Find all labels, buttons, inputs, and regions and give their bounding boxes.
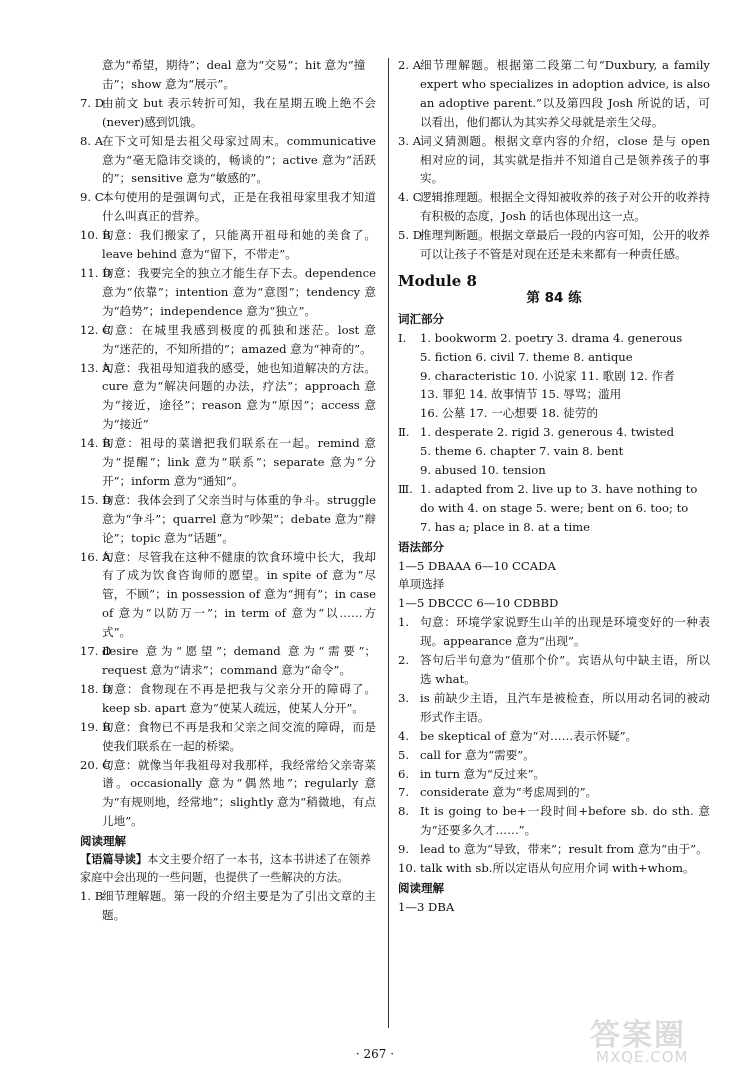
answer-text: 句意：尽管我在这种不健康的饮食环境中长大，我却有了成为饮食咨询师的愿望。in spite of 意为“尽管，不顾”；in possession of 意为“拥有”；in case of 意为“以防万一”；in term of 意为“以……方式”。 bbox=[102, 549, 376, 640]
grammar-item bbox=[398, 746, 710, 765]
section-numeral: Ⅲ. bbox=[398, 481, 413, 496]
answer-item bbox=[80, 321, 376, 359]
reading-heading: 阅读理解 bbox=[80, 834, 126, 849]
answer-number: 17. D bbox=[80, 644, 112, 659]
answer-number: 3. A bbox=[398, 133, 422, 148]
item-number: 9. bbox=[398, 842, 410, 857]
answer-text: 由前文 but 表示转折可知，我在星期五晚上绝不会(never)感到饥饿。 bbox=[102, 95, 376, 129]
vocab-row: 5. theme 6. chapter 7. vain 8. bent bbox=[420, 444, 624, 459]
answer-number: 9. C bbox=[80, 190, 104, 205]
item-text: talk with sb.所以定语从句应用介词 with+whom。 bbox=[420, 861, 695, 876]
answer-number: 7. D bbox=[80, 95, 105, 110]
vocab-row: do with 4. on stage 5. were; bent on 6. too; to bbox=[420, 500, 689, 515]
answer-item bbox=[80, 548, 376, 643]
item-number: 2. bbox=[398, 653, 410, 668]
grammar-item bbox=[398, 859, 710, 878]
vocab-row: 16. 公墓 17. 一心想要 18. 徒劳的 bbox=[420, 406, 599, 421]
answer-number: 10. B bbox=[80, 228, 111, 243]
grammar-answers: 1—5 DBCCC 6—10 CDBBD bbox=[398, 596, 559, 611]
answer-item bbox=[80, 718, 376, 756]
answer-text: 本句使用的是强调句式，正是在我祖母家里我才知道什么叫真正的营养。 bbox=[102, 190, 376, 224]
answer-item bbox=[80, 887, 376, 925]
item-number: 8. bbox=[398, 804, 410, 819]
answer-text: desire 意为“愿望”；demand 意为“需要”；request 意为“请求”；command 意为“命令”。 bbox=[102, 644, 376, 677]
answer-item bbox=[80, 756, 376, 832]
grammar-item bbox=[398, 651, 710, 689]
answer-number: 1. B bbox=[80, 889, 104, 904]
item-text: be skeptical of 意为“对……表示怀疑”。 bbox=[420, 728, 638, 743]
watermark-logo-text: 答案圈 bbox=[590, 1018, 686, 1053]
item-number: 1. bbox=[398, 615, 410, 630]
grammar-item bbox=[398, 727, 710, 746]
lesson-title: 第 84 练 bbox=[526, 289, 582, 306]
answer-number: 12. C bbox=[80, 322, 111, 337]
grammar-heading: 语法部分 bbox=[398, 539, 444, 554]
reading-answers: 1—3 DBA bbox=[398, 899, 455, 914]
vocab-row bbox=[398, 329, 710, 348]
right-column bbox=[398, 56, 710, 917]
grammar-item bbox=[398, 613, 710, 651]
guide-label: 【语篇导读】 bbox=[80, 853, 148, 867]
answer-item bbox=[398, 226, 710, 264]
reading-heading: 阅读理解 bbox=[398, 880, 444, 895]
answer-number: 11. D bbox=[80, 265, 112, 280]
answer-item bbox=[398, 56, 710, 132]
answer-number: 19. B bbox=[80, 719, 111, 734]
vocab-row bbox=[398, 480, 710, 499]
answer-text: 细节理解题。第一段的介绍主要是为了引出文章的主题。 bbox=[102, 889, 376, 923]
item-text: considerate 意为“考虑周到的”。 bbox=[420, 785, 598, 800]
item-text: lead to 意为“导致，带来”；result from 意为“由于”。 bbox=[420, 842, 708, 857]
answer-text: 细节理解题。根据第二段第二句“Duxbury, a family expert who specializes in adoption advice, is also an adoptive parent.”以及第四段 Josh 所说的话，可以看出，他们都认为其实养父母就是亲生父母。 bbox=[420, 58, 710, 129]
section-numeral: Ⅰ. bbox=[398, 330, 407, 345]
continued-answer: 意为“希望，期待”；deal 意为“交易”；hit 意为“撞击”；show 意为“展示”。 bbox=[102, 58, 366, 91]
answer-item bbox=[398, 132, 710, 189]
answer-text: 句意：我们搬家了，只能离开祖母和她的美食了。leave behind 意为“留下，不带走”。 bbox=[102, 228, 376, 262]
answer-text: 句意：食物已不再是我和父亲之间交流的障碍，而是使我们联系在一起的桥梁。 bbox=[102, 719, 376, 753]
answer-text: 句意：就像当年我祖母对我那样，我经常给父亲寄菜谱。occasionally 意为“偶然地”；regularly 意为“有规则地，经常地”；slightly 意为“稍微地，有点儿地”。 bbox=[102, 757, 376, 829]
grammar-item bbox=[398, 783, 710, 802]
item-number: 10. bbox=[398, 861, 417, 876]
answer-text: 句意：我祖母知道我的感受，她也知道解决的方法。cure 意为“解决问题的办法，疗法”；approach 意为“接近，途径”；reason 意为“原因”；access 意为“接近” bbox=[102, 360, 376, 432]
answer-number: 14. B bbox=[80, 436, 111, 451]
passage-guide bbox=[80, 851, 376, 887]
answer-number: 15. D bbox=[80, 492, 112, 507]
answer-item bbox=[398, 188, 710, 226]
answer-text: 在下文可知是去祖父母家过周末。communicative 意为“毫无隐讳交谈的，畅谈的”；active 意为“活跃的”；sensitive 意为“敏感的”。 bbox=[102, 133, 376, 186]
answer-number: 5. D bbox=[398, 228, 423, 243]
item-text: 答句后半句意为“值那个价”。宾语从句中缺主语，所以选 what。 bbox=[420, 653, 710, 686]
answer-number: 13. A bbox=[80, 360, 111, 375]
left-column bbox=[80, 56, 376, 925]
page-number: · 267 · bbox=[355, 1047, 395, 1061]
vocab-row bbox=[398, 423, 710, 442]
answer-number: 4. C bbox=[398, 190, 422, 205]
vocab-row: 13. 罪犯 14. 故事情节 15. 辱骂；滥用 bbox=[420, 387, 622, 402]
section-numeral: Ⅱ. bbox=[398, 425, 410, 440]
answer-item bbox=[80, 434, 376, 491]
vocab-answers: 1. bookworm 2. poetry 3. drama 4. generous bbox=[420, 330, 683, 345]
answer-text: 推理判断题。根据文章最后一段的内容可知，公开的收养可以让孩子不管是对现在还是未来都有一种责任感。 bbox=[420, 228, 710, 262]
column-divider bbox=[388, 58, 389, 1028]
module-title: Module 8 bbox=[398, 271, 477, 290]
vocab-row: 9. characteristic 10. 小说家 11. 歌剧 12. 作者 bbox=[420, 368, 675, 383]
grammar-item bbox=[398, 802, 710, 840]
site-watermark bbox=[586, 1010, 736, 1068]
answer-number: 16. A bbox=[80, 549, 111, 564]
answer-item bbox=[80, 132, 376, 189]
item-number: 7. bbox=[398, 785, 410, 800]
answer-text: 逻辑推理题。根据全文得知被收养的孩子对公开的收养持有积极的态度，Josh 的话也体现出这一点。 bbox=[420, 190, 710, 224]
single-choice-heading: 单项选择 bbox=[398, 577, 445, 592]
item-text: is 前缺少主语，且汽车是被检查，所以用动名词的被动形式作主语。 bbox=[420, 690, 710, 724]
item-number: 6. bbox=[398, 766, 410, 781]
answer-item bbox=[80, 264, 376, 321]
answer-item bbox=[80, 226, 376, 264]
answer-item bbox=[80, 491, 376, 548]
answer-item bbox=[80, 359, 376, 435]
item-text: call for 意为“需要”。 bbox=[420, 747, 535, 762]
item-number: 5. bbox=[398, 747, 410, 762]
item-number: 4. bbox=[398, 728, 410, 743]
vocab-answers: 1. adapted from 2. live up to 3. have nothing to bbox=[420, 481, 698, 496]
grammar-answers: 1—5 DBAAA 6—10 CCADA bbox=[398, 558, 556, 573]
answer-item bbox=[80, 680, 376, 718]
watermark-url: MXQE.COM bbox=[596, 1048, 689, 1066]
item-text: in turn 意为“反过来”。 bbox=[420, 766, 546, 781]
vocab-answers: 1. desperate 2. rigid 3. generous 4. twisted bbox=[420, 425, 675, 440]
answer-item bbox=[80, 94, 376, 132]
grammar-item bbox=[398, 765, 710, 784]
item-number: 3. bbox=[398, 690, 410, 705]
answer-item bbox=[80, 188, 376, 226]
answer-number: 20. C bbox=[80, 757, 111, 772]
grammar-item bbox=[398, 840, 710, 859]
answer-text: 句意：祖母的菜谱把我们联系在一起。remind 意为“提醒”；link 意为“联系”；separate 意为“分开”；inform 意为“通知”。 bbox=[102, 436, 376, 488]
vocab-heading: 词汇部分 bbox=[398, 311, 444, 326]
grammar-item bbox=[398, 689, 710, 727]
answer-number: 2. A bbox=[398, 58, 422, 72]
answer-text: 句意：食物现在不再是把我与父亲分开的障碍了。keep sb. apart 意为“使某人疏远，使某人分开”。 bbox=[102, 681, 376, 715]
item-text: It is going to be+一段时间+before sb. do sth. 意为“还要多久才……”。 bbox=[420, 804, 710, 838]
vocab-row: 9. abused 10. tension bbox=[420, 463, 546, 478]
guide-text: 本文主要介绍了一本书，这本书讲述了在领养家庭中会出现的一些问题，也提供了一些解决的方法。 bbox=[80, 853, 371, 885]
answer-number: 8. A bbox=[80, 133, 104, 148]
answer-text: 句意：在城里我感到极度的孤独和迷茫。lost 意为“迷茫的，不知所措的”；amazed 意为“神奇的”。 bbox=[102, 322, 376, 356]
answer-text: 句意：我体会到了父亲当时与体重的争斗。struggle 意为“争斗”；quarrel 意为“吵架”；debate 意为“辩论”；topic 意为“话题”。 bbox=[102, 492, 376, 545]
answer-text: 句意：我要完全的独立才能生存下去。dependence 意为“依靠”；intention 意为“意图”；tendency 意为“趋势”；independence 意为“独立”。 bbox=[102, 265, 376, 318]
vocab-row: 7. has a; place in 8. at a time bbox=[420, 519, 591, 534]
vocab-row: 5. fiction 6. civil 7. theme 8. antique bbox=[420, 349, 633, 364]
answer-item bbox=[80, 642, 376, 680]
answer-text: 词义猜测题。根据文章内容的介绍，close 是与 open 相对应的词，其实就是指并不知道自己是领养孩子的事实。 bbox=[420, 133, 710, 186]
item-text: 句意：环境学家说野生山羊的出现是环境变好的一种表现。appearance 意为“出现”。 bbox=[420, 615, 710, 649]
answer-number: 18. D bbox=[80, 681, 112, 696]
